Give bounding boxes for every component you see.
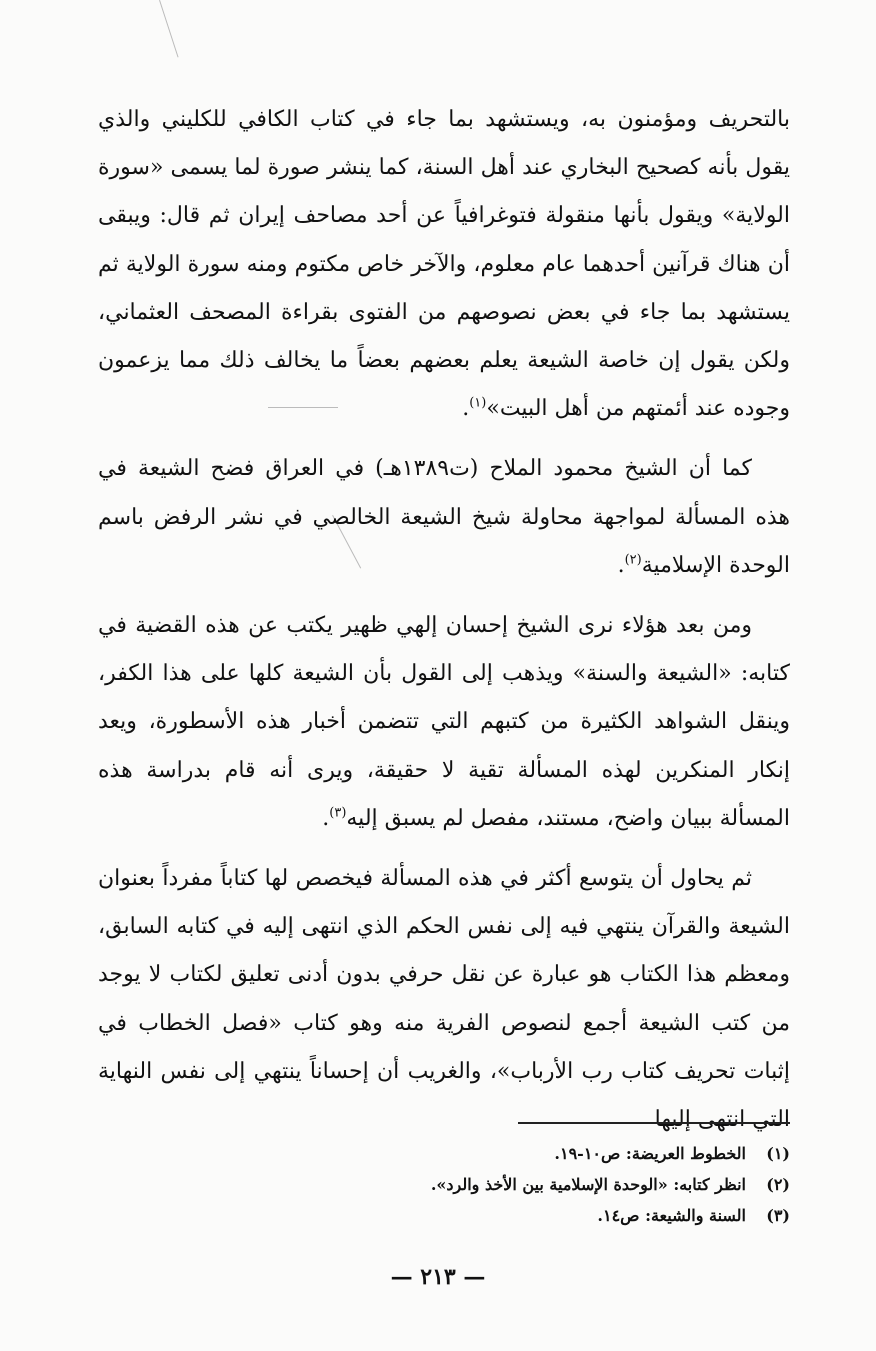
paragraph-2 [98,445,790,590]
paragraph-1-tail: . [462,396,470,422]
paragraph-2-text: كما أن الشيخ محمود الملاح (ت١٣٨٩هـ) في العراق فضح الشيعة في هذه المسألة لمواجهة محاولة شيخ الشيعة الخالصي في نشر الرفض باسم الوحدة الإسلامية [98,456,790,578]
footnote-2 [98,1169,790,1200]
footnote-ref-2: (٢) [624,552,642,568]
footnote-divider [518,1122,790,1124]
footnote-text: الخطوط العريضة: ص١٠-١٩. [554,1144,746,1163]
paragraph-1-text: بالتحريف ومؤمنون به، ويستشهد بما جاء في كتاب الكافي للكليني والذي يقول بأنه كصحيح البخاري عند أهل السنة، كما ينشر صورة لما يسمى «سورة الولاية» ويقول بأنها منقولة فتوغرافياً عن أحد مصاحف إيران ثم قال: ويبقى أن هناك قرآنين أحدهما عام معلوم، والآخر خاص مكتوم ومنه سورة الولاية ثم يستشهد بما جاء في بعض نصوصهم من الفتوى بقراءة المصحف العثماني، ولكن يقول إن خاصة الشيعة يعلم بعضهم بعضاً ما يخالف ذلك مما يزعمون وجوده عند أئمتهم من أهل البيت» [98,107,790,422]
footnote-number: (١) [766,1144,790,1163]
footnote-1 [98,1138,790,1169]
footnote-ref-1: (١) [469,395,487,411]
footnote-text: انظر كتابه: «الوحدة الإسلامية بين الأخذ والرد». [430,1175,746,1194]
main-text [98,96,790,1144]
footnote-number: (٢) [766,1175,790,1194]
paragraph-3-tail: . [322,805,330,831]
footnote-ref-3: (٣) [329,805,347,821]
paragraph-1 [98,96,790,433]
footnote-number: (٣) [766,1206,790,1225]
footnotes [98,1138,790,1231]
scan-mark [159,0,178,57]
paragraph-2-tail: . [617,552,625,578]
footnote-3 [98,1200,790,1231]
paragraph-4 [98,855,790,1144]
paragraph-3-text: ومن بعد هؤلاء نرى الشيخ إحسان إلهي ظهير يكتب عن هذه القضية في كتابه: «الشيعة والسنة» ويذهب إلى القول بأن الشيعة كلها على هذا الكفر، وينقل الشواهد الكثيرة من كتبهم التي تتضمن أخبار هذه الأسطورة، ويعد إنكار المنكرين لهذه المسألة تقية لا حقيقة، ويرى أنه قام بدراسة هذه المسألة ببيان واضح، مستند، مفصل لم يسبق إليه [98,613,790,831]
paragraph-3 [98,602,790,843]
footnote-text: السنة والشيعة: ص١٤. [597,1206,746,1225]
page-number: — ٢١٣ — [390,1264,486,1290]
paragraph-4-text: ثم يحاول أن يتوسع أكثر في هذه المسألة فيخصص لها كتاباً مفرداً بعنوان الشيعة والقرآن ينتهي فيه إلى نفس الحكم الذي انتهى إليه في كتابه السابق، ومعظم هذا الكتاب هو عبارة عن نقل حرفي بدون أدنى تعليق لكتاب لا يوجد من كتب الشيعة أجمع لنصوص الفرية منه وهو كتاب «فصل الخطاب في إثبات تحريف كتاب رب الأرباب»، والغريب أن إحساناً ينتهي إلى نفس النهاية التي انتهى إليها [98,866,790,1133]
